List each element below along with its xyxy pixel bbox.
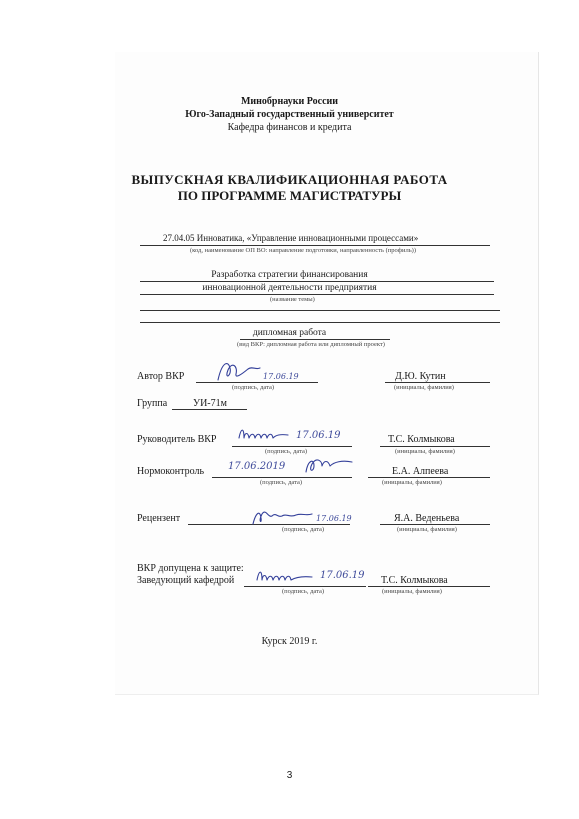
reviewer-sign-caption: (подпись, дата) xyxy=(282,526,325,533)
work-type-caption: (вид ВКР: дипломная работа или дипломный проект) xyxy=(237,341,385,348)
topic-line-2: инновационной деятельности предприятия xyxy=(202,283,377,293)
supervisor-name-caption: (инициалы, фамилия) xyxy=(395,448,455,455)
supervisor-date: 17.06.19 xyxy=(296,430,341,441)
normcontrol-label: Нормоконтроль xyxy=(137,466,205,477)
reviewer-name: Я.А. Веденьева xyxy=(394,513,460,524)
reviewer-signature-icon xyxy=(250,506,314,528)
supervisor-signature-icon xyxy=(236,424,292,446)
head-name-caption: (инициалы, фамилия) xyxy=(382,588,442,595)
normcontrol-sign-caption: (подпись, дата) xyxy=(260,479,303,486)
supervisor-sign-line xyxy=(232,446,352,447)
program-caption: (код, наименование ОП ВО: направление подготовки, направленность (профиль)) xyxy=(190,247,416,254)
head-name: Т.С. Колмыкова xyxy=(381,575,448,586)
document-subtitle: ПО ПРОГРАММЕ МАГИСТРАТУРЫ xyxy=(177,188,402,203)
head-name-line xyxy=(368,586,490,587)
normcontrol-name: Е.А. Алпеева xyxy=(392,466,449,477)
author-signature-icon xyxy=(212,358,262,384)
admission-date: 17.06.19 xyxy=(320,570,365,581)
supervisor-name: Т.С. Колмыкова xyxy=(388,434,455,445)
admission-sign-caption: (подпись, дата) xyxy=(282,588,325,595)
author-sign-caption: (подпись, дата) xyxy=(232,384,275,391)
author-name-line xyxy=(385,382,490,383)
reviewer-name-caption: (инициалы, фамилия) xyxy=(397,526,457,533)
reviewer-label: Рецензент xyxy=(137,513,181,524)
topic-caption: (название темы) xyxy=(270,296,315,303)
reviewer-name-line xyxy=(380,524,490,525)
city-year: Курск 2019 г. xyxy=(261,636,318,647)
topic-line-1: Разработка стратегии финансирования xyxy=(211,270,368,280)
admission-label: ВКР допущена к защите: xyxy=(137,563,244,574)
topic-underline-2 xyxy=(140,294,494,295)
author-name: Д.Ю. Кутин xyxy=(395,371,446,382)
head-of-department-label: Заведующий кафедрой xyxy=(137,575,235,586)
group-label: Группа xyxy=(137,398,168,409)
normcontrol-name-line xyxy=(368,477,490,478)
topic-underline-1 xyxy=(140,281,494,282)
group-underline xyxy=(172,409,247,410)
author-label: Автор ВКР xyxy=(137,371,185,382)
work-type-value: дипломная работа xyxy=(252,328,327,338)
blank-line-1 xyxy=(140,310,500,311)
page-number: 3 xyxy=(286,770,293,781)
normcontrol-date: 17.06.2019 xyxy=(228,461,286,472)
work-type-underline xyxy=(240,339,390,340)
head-signature-icon xyxy=(254,566,314,588)
normcontrol-signature-icon xyxy=(302,454,354,478)
ministry-name: Минобрнауки России xyxy=(240,96,339,107)
author-date: 17.06.19 xyxy=(263,372,299,381)
supervisor-label: Руководитель ВКР xyxy=(137,434,217,445)
supervisor-sign-caption: (подпись, дата) xyxy=(265,448,308,455)
normcontrol-name-caption: (инициалы, фамилия) xyxy=(382,479,442,486)
document-title: ВЫПУСКНАЯ КВАЛИФИКАЦИОННАЯ РАБОТА xyxy=(131,172,448,187)
program-underline xyxy=(140,245,490,246)
program-value: 27.04.05 Инноватика, «Управление инновационными процессами» xyxy=(163,233,419,243)
supervisor-name-line xyxy=(380,446,490,447)
university-name: Юго-Западный государственный университет xyxy=(185,109,394,120)
group-value: УИ-71м xyxy=(193,398,227,409)
author-name-caption: (инициалы, фамилия) xyxy=(394,384,454,391)
reviewer-date: 17.06.19 xyxy=(316,514,352,523)
blank-line-2 xyxy=(140,322,500,323)
department-name: Кафедра финансов и кредита xyxy=(227,122,352,133)
